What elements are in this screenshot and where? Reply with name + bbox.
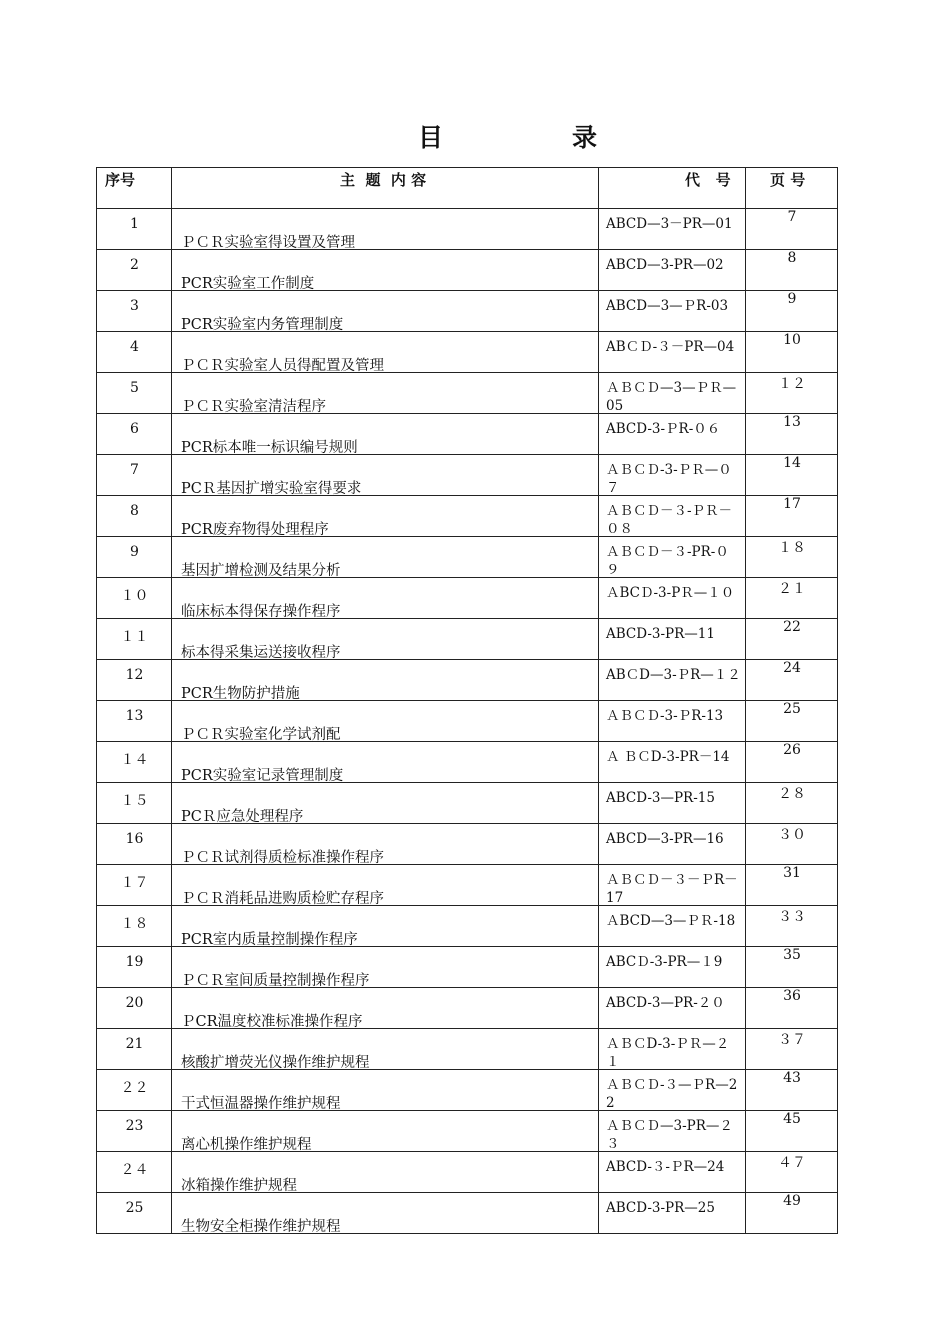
row-page: ２８ [778,786,806,802]
row-title-cell [172,250,599,291]
row-code: ＡＢＣＤ—3-PR—２３ [606,1118,733,1151]
row-number: 7 [130,462,139,478]
row-page: ３７ [778,1032,806,1048]
row-number-cell [97,988,172,1029]
title-char-2: 录 [572,123,598,152]
header-page: 页 号 [746,168,838,209]
row-title-cell [172,824,599,865]
table-header-row [97,168,838,209]
row-title-cell [172,701,599,742]
row-page: 10 [783,332,801,348]
row-code: ＡＢＣＤ－３－ＰR－17 [606,872,738,905]
row-number-cell [97,783,172,824]
row-number: ２２ [120,1080,149,1096]
row-page: 35 [783,947,801,963]
row-title: 基因扩增检测及结果分析 [181,563,341,577]
row-title: 生物安全柜操作维护规程 [181,1219,341,1233]
row-number: 20 [125,995,144,1011]
row-code-cell [599,537,746,578]
row-code-cell [599,250,746,291]
row-number-cell [97,619,172,660]
row-number-cell [97,209,172,250]
row-title: ＰＣＲ室间质量控制操作程序 [181,973,370,987]
table-row [97,865,838,906]
row-page-cell [746,373,838,414]
row-page-cell [746,1111,838,1152]
row-title-cell [172,1152,599,1193]
row-title: PCR室内质量控制操作程序 [181,932,358,946]
row-number-cell [97,660,172,701]
row-number-cell [97,332,172,373]
row-title-cell [172,906,599,947]
row-title-cell [172,537,599,578]
row-number: 6 [130,421,139,437]
row-code-cell [599,1111,746,1152]
row-code: ABＣD—3-ＰR—１２ [606,667,741,683]
row-code-cell [599,1193,746,1234]
row-code-cell [599,865,746,906]
row-page-cell [746,1070,838,1111]
table-row [97,619,838,660]
table-row [97,332,838,373]
row-number-cell [97,291,172,332]
row-page-cell [746,455,838,496]
row-number-cell [97,947,172,988]
row-title-cell [172,619,599,660]
row-code: ＡＢＣＤ-３—ＰR—22 [606,1077,738,1110]
row-title-cell [172,865,599,906]
row-title: ＰＣＲ实验室化学试剂配 [181,727,341,741]
row-page: 17 [783,496,801,512]
row-page: 49 [783,1193,801,1209]
row-title: 标本得采集运送接收程序 [181,645,341,659]
row-page: 31 [783,865,801,881]
row-code-cell [599,988,746,1029]
row-code: ABCD-３-ＰR—24 [606,1159,725,1175]
header-no: 序号 [97,168,172,209]
row-page-cell [746,1152,838,1193]
row-number: 19 [125,954,144,970]
table-row [97,742,838,783]
row-page: 43 [783,1070,801,1086]
row-page: ３０ [778,827,806,843]
row-page-cell [746,619,838,660]
row-page: ４７ [778,1155,806,1171]
row-title: ＰＣＲ试剂得质检标准操作程序 [181,850,384,864]
row-number: １７ [120,875,149,891]
row-code-cell [599,660,746,701]
row-page-cell [746,906,838,947]
row-code: ＡＢＣＤ-3-ＰＲ—０７ [606,462,732,495]
row-title-cell [172,578,599,619]
row-number: 2 [130,257,139,273]
row-title-cell [172,742,599,783]
row-title: PCR废弃物得处理程序 [181,522,329,536]
table-row [97,824,838,865]
row-page-cell [746,578,838,619]
row-page-cell [746,742,838,783]
row-title-cell [172,947,599,988]
row-code-cell [599,947,746,988]
row-code: ABCD—3-PR—02 [606,257,724,273]
row-page: ２１ [778,581,806,597]
row-number-cell [97,1193,172,1234]
table-row [97,947,838,988]
row-code: ＡＢＣＤ－３-ＰＲ－０８ [606,503,733,536]
table-row [97,537,838,578]
row-title-cell [172,209,599,250]
row-title: PCR实验室工作制度 [181,276,315,290]
row-page: 36 [783,988,801,1004]
row-title: PCR标本唯一标识编号规则 [181,440,358,454]
row-page: １２ [778,376,806,392]
row-title: PCR实验室内务管理制度 [181,317,344,331]
table-row [97,578,838,619]
row-title-cell [172,332,599,373]
row-title-cell [172,291,599,332]
row-page-cell [746,250,838,291]
row-number-cell [97,496,172,537]
row-number: ２４ [120,1162,149,1178]
row-title-cell [172,988,599,1029]
row-title: 临床标本得保存操作程序 [181,604,341,618]
row-page: １８ [778,540,806,556]
row-code-cell [599,209,746,250]
row-code-cell [599,824,746,865]
row-title: PCＲ基因扩增实验室得要求 [181,481,362,495]
row-code-cell [599,578,746,619]
row-number: 1 [130,216,139,232]
row-title: ＰＣＲ实验室得设置及管理 [181,235,355,249]
row-code: ＡＢＣＤ-3-ＰR-13 [606,708,724,724]
row-page-cell [746,537,838,578]
row-title-cell [172,1029,599,1070]
row-page: 14 [783,455,801,471]
header-code: 代 号 [599,168,746,209]
row-number-cell [97,906,172,947]
row-code: Ａ ＢＣD-3-PR－14 [606,749,730,765]
row-title-cell [172,414,599,455]
page-title [0,118,950,158]
title-char-1: 目 [418,123,444,152]
row-code: ABCD—3—ＰR-03 [606,298,729,314]
table-row [97,291,838,332]
table-row [97,783,838,824]
table-row [97,496,838,537]
row-title: 离心机操作维护规程 [181,1137,312,1151]
row-page-cell [746,701,838,742]
row-number-cell [97,742,172,783]
table-row [97,414,838,455]
row-code: ABCD-3-ＰR-０６ [606,421,721,437]
row-title: PCR生物防护措施 [181,686,300,700]
row-number: 4 [130,339,139,355]
row-number: １０ [120,588,149,604]
table-row [97,1152,838,1193]
row-number: 12 [125,667,144,683]
row-page: 24 [783,660,801,676]
row-code: ABCD-3—PR-15 [606,790,715,806]
row-page: 22 [783,619,801,635]
row-title-cell [172,1111,599,1152]
table-row [97,660,838,701]
row-code: ABCＤ-3-PR—１9 [606,954,723,970]
row-title-cell [172,660,599,701]
row-code: ABＣＤ-３－PR—04 [606,339,735,355]
row-number: 23 [125,1118,144,1134]
row-number-cell [97,701,172,742]
table-row [97,209,838,250]
table-row [97,1070,838,1111]
row-number: 25 [125,1200,144,1216]
table-row [97,1029,838,1070]
row-page-cell [746,988,838,1029]
row-number: １４ [120,752,149,768]
row-number: 9 [130,544,139,560]
row-title: ＰＣＲ实验室清洁程序 [181,399,326,413]
row-code: ABCD-3—PR-２０ [606,995,725,1011]
row-page: 45 [783,1111,801,1127]
row-page-cell [746,496,838,537]
table-row [97,373,838,414]
row-page-cell [746,947,838,988]
row-page-cell [746,1029,838,1070]
row-code-cell [599,742,746,783]
row-page-cell [746,291,838,332]
table-row [97,455,838,496]
toc-table [96,167,838,1234]
row-number: 5 [130,380,139,396]
row-code-cell [599,1029,746,1070]
row-code: ＡＢＣＤ—3—ＰＲ—05 [606,380,737,413]
row-code: ABCD-3-PR—11 [606,626,715,642]
row-code: ＡBCD—3—ＰＲ-18 [606,913,736,929]
row-page: 13 [783,414,801,430]
row-code: ABCD—3-PR—16 [606,831,724,847]
row-number: １８ [120,916,149,932]
table-row [97,906,838,947]
table-row [97,988,838,1029]
row-title-cell [172,1193,599,1234]
row-number-cell [97,578,172,619]
row-number-cell [97,455,172,496]
row-page-cell [746,783,838,824]
row-title-cell [172,496,599,537]
row-page: ３３ [778,909,806,925]
row-title-cell [172,373,599,414]
table-row [97,1193,838,1234]
row-code-cell [599,496,746,537]
row-title: PCR实验室记录管理制度 [181,768,344,782]
row-number-cell [97,537,172,578]
row-code: ABCD—3－PR—01 [606,216,733,232]
row-title: ＰＣＲ实验室人员得配置及管理 [181,358,384,372]
row-title: 冰箱操作维护规程 [181,1178,297,1192]
row-number: 13 [125,708,144,724]
row-number-cell [97,824,172,865]
row-number-cell [97,1152,172,1193]
row-number-cell [97,865,172,906]
header-topic: 主 题 内 容 [172,168,599,209]
row-code-cell [599,619,746,660]
row-code: ABCD-3-PR—25 [606,1200,715,1216]
row-title: ＰCR温度校准标准操作程序 [181,1014,363,1028]
row-title: ＰＣＲ消耗品进购质检贮存程序 [181,891,384,905]
row-number: 21 [125,1036,144,1052]
row-page-cell [746,824,838,865]
row-title-cell [172,1070,599,1111]
row-page: 25 [783,701,801,717]
row-page-cell [746,414,838,455]
row-number: １１ [120,629,149,645]
row-number-cell [97,1029,172,1070]
row-number-cell [97,1111,172,1152]
row-page: 9 [787,291,797,307]
table-row [97,1111,838,1152]
row-code-cell [599,1070,746,1111]
row-number: 8 [130,503,139,519]
row-code-cell [599,455,746,496]
row-code: ＡBCＤ-3-PＲ—１０ [606,585,735,601]
row-page-cell [746,660,838,701]
row-code-cell [599,701,746,742]
row-title: PCＲ应急处理程序 [181,809,304,823]
row-code-cell [599,906,746,947]
row-page-cell [746,865,838,906]
row-number: 16 [125,831,144,847]
row-page-cell [746,209,838,250]
row-code-cell [599,373,746,414]
row-code-cell [599,1152,746,1193]
row-title-cell [172,455,599,496]
row-code: ＡＢＣＤ－３-PR-０９ [606,544,729,577]
row-code-cell [599,414,746,455]
row-number-cell [97,414,172,455]
row-code: ＡＢＣD-3-ＰＲ—２１ [606,1036,730,1069]
row-number: 3 [130,298,139,314]
row-page-cell [746,332,838,373]
row-page: 26 [783,742,801,758]
row-number: １５ [120,793,149,809]
row-code-cell [599,783,746,824]
table-row [97,701,838,742]
row-title: 干式恒温器操作维护规程 [181,1096,341,1110]
row-page-cell [746,1193,838,1234]
row-title-cell [172,783,599,824]
row-number-cell [97,250,172,291]
row-code-cell [599,332,746,373]
row-code-cell [599,291,746,332]
row-page: 8 [787,250,797,266]
row-page: 7 [787,209,797,225]
table-row [97,250,838,291]
row-number-cell [97,373,172,414]
row-title: 核酸扩增荧光仪操作维护规程 [181,1055,370,1069]
row-number-cell [97,1070,172,1111]
